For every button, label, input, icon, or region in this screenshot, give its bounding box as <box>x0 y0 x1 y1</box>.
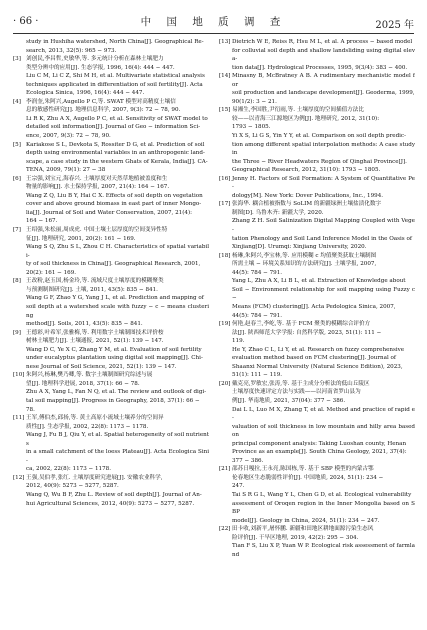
reference-entry <box>13 226 209 277</box>
reference-line: 类型分辨中的应用[J]. 生态学报, 1996, 16(4): 444 − 447. <box>26 64 175 71</box>
reference-line: Wang Z Q, Liu B Y, Hai C X. Effects of soil depth on vegetation <box>26 192 203 199</box>
reference-line: the Three − River Headwaters Region of Qinghai Province[J]. <box>232 158 407 165</box>
reference-line: 2012, 40(9): 5273 − 5277, 5287. <box>26 483 119 490</box>
reference-line: soil production and landscape development[J]. Geoderma, 1999, <box>232 90 415 97</box>
reference-line: in a small catchment of the loess Plateau[J]. Acta Ecologica Sini- <box>26 449 209 464</box>
reference-line: 望[J]. 地理科学进展, 2018, 37(1): 66 − 78. <box>26 380 140 387</box>
reference-number: [4] <box>13 98 21 105</box>
reference-number: [16] <box>219 175 231 182</box>
reference-line: ca, 2002, 22(8): 1173 − 1178. <box>26 466 112 473</box>
reference-line: 王德彩,叶希军,张雅梅,等. 利用数字土壤制图技术评价桉 <box>26 329 164 336</box>
reference-entry <box>13 98 209 141</box>
reference-line: search, 2013, 32(5): 965 − 973. <box>26 47 117 54</box>
reference-line: 所需土壤 − 环境关系知识的方法研究[J]. 土壤学报, 2007, <box>232 261 377 268</box>
reference-line: detailed soil information[J]. Journal of Geo − information Sci- <box>26 124 201 131</box>
reference-line: Yi X S, Li G S, Yin Y Y, et al. Comparison on soil depth predic- <box>232 133 406 140</box>
reference-line: 王绍强,朱松丽,周成虎. 中国土壤土层厚度的空间变异性特 <box>26 227 168 234</box>
reference-entry <box>13 175 209 226</box>
reference-line: 树林土壤肥力[J]. 土壤通报, 2021, 52(1): 139 − 147. <box>26 338 164 345</box>
reference-number: [11] <box>13 415 25 422</box>
reference-line: Dai L L, Luo M X, Zhang T, et al. Method and practice of rapid e- <box>232 406 415 422</box>
reference-line: soil depth at a watershed scale with fuzzy − c − means clustering <box>26 303 209 319</box>
reference-number: [12] <box>13 474 25 481</box>
reference-line: ence, 2007, 9(3): 72 − 78, 90. <box>26 133 111 140</box>
reference-line: 90(1/2): 3 − 21. <box>232 98 277 105</box>
reference-line: tion among different spatial interpolation methods: A case study in <box>232 141 415 157</box>
running-header <box>13 14 414 32</box>
reference-number: [13] <box>219 39 231 45</box>
reference-entry <box>219 38 415 72</box>
reference-line: Tai S R G L, Wang Y L, Chen G D, et al. Ecological vulnerability <box>232 491 412 498</box>
reference-line: 51(1): 111 − 119. <box>232 372 283 379</box>
reference-line: 朱阿兴,杨琳,樊乃卿,等. 数字土壤制图研究综述与展 <box>26 372 153 379</box>
reference-line: 邵苏日嘎拉,王永亮,陈国栋,等. 基于 SBP 模型的内蒙古鄂 <box>232 466 374 473</box>
reference-entry <box>13 38 209 55</box>
reference-line: 制图[D]. 乌鲁木齐: 新疆大学, 2020. <box>232 209 324 216</box>
reference-line: model[J]. Geology in China, 2024, 51(1): 234 − 247. <box>232 517 380 524</box>
reference-line: 例[J]. 华南地质, 2021, 37(04): 377 − 386. <box>232 397 346 404</box>
reference-line: tation Phenology and Soil Land Inference Model in the Oasis of <box>232 235 412 242</box>
reference-line: 20(2): 161 − 169. <box>26 269 77 276</box>
reference-line: scape, a case study in the western Ghats of Kerala, India[J]. CA- <box>26 158 208 165</box>
reference-line: 王军,傅伯杰,邱扬,等. 黄土高原小流域土壤养分的空间异 <box>26 415 164 422</box>
reference-line: Wang J, Fu B J, Qiu Y, et al. Spatial heterogeneity of soil nutrients <box>26 432 209 447</box>
reference-line: Province as an example[J]. South China Geology, 2021, 37(4): <box>232 449 407 456</box>
reference-number: [3] <box>13 56 21 63</box>
reference-line: 伦春地区生态脆弱性评价[J]. 中国地质, 2024, 51(1): 234 − <box>232 474 384 481</box>
journal-title: 中 国 地 质 调 查 <box>140 16 287 28</box>
reference-line: Wang G F, Zhao Y G, Yang J L, et al. Prediction and mapping of <box>26 295 204 302</box>
reference-line: 张海华. 耦合植被指数与 SoLIM 的新疆绿洲土壤盐渍化数字 <box>232 201 382 208</box>
reference-line: 1793 − 1805. <box>232 124 271 131</box>
reference-line: 377 − 386. <box>232 457 264 464</box>
reference-line: 119. <box>232 338 245 345</box>
reference-entry <box>13 371 209 414</box>
reference-number: [14] <box>219 73 231 80</box>
reference-line: for colluvial soil depth and shallow landsliding using digital eleva- <box>232 47 415 63</box>
reference-line: 戴克亮,罗敏宏,张涛,等. 基于主成分分析法的低山丘陵区 <box>232 380 370 387</box>
reference-line: 息的敏感性研究[J]. 地理信息科学, 2007, 9(3): 72 − 78, 90. <box>26 107 181 114</box>
reference-line: 易湘生,李国胜,尹衍雨,等. 土壤厚度的空间插值方法比 <box>232 107 364 114</box>
reference-line: TENA, 2009, 79(1): 27 − 38 <box>26 167 106 174</box>
reference-entry <box>13 414 209 474</box>
reference-number: [7] <box>13 227 21 234</box>
reference-line: Liu C M, Li C Z, Shi M H, et al. Multivariate statistical analysis <box>26 73 205 80</box>
reference-line: Xinjiang[D]. Urumqi: Xinjiang University, 2020. <box>232 244 367 251</box>
reference-line: 247. <box>232 483 245 490</box>
reference-line: method[J]. Soils, 2011, 43(5): 835 − 841. <box>26 321 143 328</box>
reference-line: 较——以青海三江源地区为例[J]. 地理研究, 2012, 31(10): <box>232 115 380 122</box>
reference-entry <box>219 200 415 251</box>
reference-line: 78. <box>26 406 35 413</box>
reference-line: dology[M]. New York: Dover Publications, Inc., 1994. <box>232 192 384 199</box>
reference-line: Means (FCM) clustering[J]. Acta Pedologica Sinica, 2007, <box>232 303 396 310</box>
reference-line: lia[J]. Journal of Soil and Water Conservation, 2007, 21(4): <box>26 209 193 216</box>
reference-line: evaluation method based on FCM clustering[J]. Journal of <box>232 355 396 362</box>
reference-number: [10] <box>13 372 25 379</box>
reference-line: 44(5): 784 − 791. <box>232 312 283 319</box>
reference-line: depth using environmental variables in an anthropogenic land- <box>26 150 205 157</box>
reference-entry <box>219 175 415 201</box>
reference-line: assessment of Oroqen region in the Inner Mongolia based on SBP <box>232 500 415 516</box>
reference-line: Wang Q, Wu B F, Zhu L. Review of soil depth[J]. Journal of An- <box>26 491 202 498</box>
reference-entry <box>13 277 209 328</box>
reference-line: ty of soil thickness in China[J]. Geographical Research, 2001, <box>26 261 201 268</box>
reference-entry <box>219 380 415 465</box>
reference-line: Minasny B, McBratney A B. A rudimentary mechanistic model for <box>232 73 415 88</box>
reference-entry <box>219 320 415 380</box>
reference-line: principal component analysis: Taking Luoshan county, Henan <box>232 440 407 447</box>
reference-line: 王宗强,刘宝元,海春兴. 土壤厚度对天然草地植被盖度和生 <box>26 175 168 182</box>
reference-line: 质性[J]. 生态学报, 2002, 22(8): 1173 − 1178. <box>26 423 149 430</box>
reference-entry <box>13 329 209 372</box>
reference-entry <box>13 141 209 175</box>
references-left-column <box>13 38 209 628</box>
reference-line: Zhu A X, Yang L, Fan N Q, et al. The review and outlook of digi- <box>26 389 207 396</box>
reference-number: [20] <box>219 380 231 387</box>
reference-entry <box>219 252 415 320</box>
reference-line: 李润奎,朱阿兴,Augello P C,等. SWAT 模型对高精度土壤信 <box>26 98 176 105</box>
reference-line: Soil − Environment relationship for soil mapping using Fuzzy c − <box>232 286 415 302</box>
reference-line: Yang L, Zhu A X, Li B L, et al. Extraction of Knowledge about <box>232 278 406 285</box>
reference-line: 物量的影响[J]. 水土保持学报, 2007, 21(4): 164 − 167. <box>26 184 170 191</box>
reference-number: [9] <box>13 329 21 336</box>
reference-number: [17] <box>219 201 231 208</box>
reference-line: 与预测制图研究[J]. 土壤, 2011, 43(5): 835 − 841. <box>26 286 158 293</box>
reference-line: 44(5): 784 − 791. <box>232 269 283 276</box>
reference-entry <box>13 55 209 98</box>
reference-line: He Y, Zhao C L, Li Y, et al. Research on fuzzy comprehensive <box>232 346 405 353</box>
issue-year: 2025 年 <box>375 20 414 31</box>
reference-line: under eucalyptus plantation using digital soil mapping[J]. Chi- <box>26 355 203 362</box>
reference-line: techniques applicated in differentiation of soil fertility[J]. Acta <box>26 81 203 88</box>
references-right-column <box>219 38 415 628</box>
reference-line: tion data[J]. Hydrological Processes, 1995, 9(3/4): 383 − 400. <box>232 64 408 71</box>
reference-number: [8] <box>13 278 21 285</box>
reference-line: valuation of soil thickness in low mountain and hilly area based on <box>232 423 415 439</box>
reference-line: 王改粉,赵玉国,杨金玲,等. 流域尺度土壤厚度的模糊聚类 <box>26 278 164 285</box>
reference-line: 杨琳,朱阿兴,李宝林,等. 应用模糊 c 均值聚类获取土壤制图 <box>232 252 377 259</box>
reference-line: 征[J]. 地理研究, 2001, 20(2): 161 − 169. <box>26 235 136 242</box>
reference-line: Geographical Research, 2012, 31(10): 1793 − 1805. <box>232 167 381 174</box>
header-rule <box>13 33 414 34</box>
reference-line: Wang S Q, Zhu S L, Zhou C H. Characteristics of spatial variabili- <box>26 244 209 259</box>
reference-line: 土壤厚度快速评定方法与实践——以河南省罗山县为 <box>232 389 361 396</box>
reference-line: tal soil mapping[J]. Progress in Geography, 2018, 37(1): 66 − <box>26 397 200 404</box>
reference-number: [18] <box>219 252 231 259</box>
reference-line: Shaanxi Normal University (Natural Science Edition), 2023, <box>232 363 403 370</box>
reference-line: Ecologica Sinica, 1996, 16(4): 444 − 447. <box>26 90 145 97</box>
reference-line: Jenny H. Factors of Soil Formation: A System of Quantitative Pe- <box>232 175 415 191</box>
reference-entry <box>219 72 415 106</box>
reference-line: cover and above ground biomass in east part of inner Mongo- <box>26 201 202 208</box>
reference-entry <box>13 474 209 508</box>
reference-line: 何艳,赵春兰,李屹,等. 基于 FCM 聚类的模糊综合评价方 <box>232 321 371 328</box>
reference-line: Li R K, Zhu A X, Augello P C, et al. Sensitivity of SWAT model to <box>26 115 208 122</box>
reference-number: [22] <box>219 526 231 533</box>
reference-line: 刘创民,李昌哲,史敏华,等. 多元统计分析在森林土壤肥力 <box>26 56 164 63</box>
reference-number: [15] <box>219 107 231 114</box>
reference-line: 险评价[J]. 干旱区地理, 2019, 42(2): 295 − 304. <box>232 534 359 541</box>
reference-entry <box>219 106 415 174</box>
reference-line: hui Agricultural Sciences, 2012, 40(9): 5273 − 5277, 5287. <box>26 500 195 507</box>
reference-entry <box>219 525 415 559</box>
reference-line: Dietrich W E, Reiss R, Hsu M L, et al. A process − based model <box>232 39 413 45</box>
reference-line: study in Hushiha watershed, North China[J]. Geographical Re- <box>26 39 204 45</box>
page-number: · 66 · <box>13 16 39 27</box>
reference-entry <box>219 465 415 525</box>
reference-line: 田卡收,刘新平,屠怀鹏. 新疆和田地区耕地面源污染生态风 <box>232 526 374 533</box>
reference-line: 164 − 167. <box>26 218 58 225</box>
reference-line: 王强,吴伯孝,张红. 土壤厚度研究进展[J]. 安徽农业科学, <box>26 474 163 481</box>
reference-line: Wang D C, Ye X C, Zhang Y M, et al. Evaluation of soil fertility <box>26 346 202 353</box>
reference-line: Tian F S, Liu X P, Yuan W P. Ecological risk assessment of farmland <box>232 543 415 558</box>
reference-line: Kariakose S L, Devkota S, Rossiter D G, et al. Prediction of soil <box>26 141 205 148</box>
reference-number: [5] <box>13 141 21 148</box>
reference-number: [21] <box>219 466 231 473</box>
reference-line: 法[J]. 陕西师范大学学报: 自然科学版, 2023, 51(1): 111 − <box>232 329 382 336</box>
reference-line: nese Journal of Soil Science, 2021, 52(1): 139 − 147. <box>26 363 177 370</box>
reference-number: [19] <box>219 321 231 328</box>
reference-number: [6] <box>13 175 21 182</box>
reference-line: Zhang Z H. Soil Salinization Digital Mapping Coupled with Vege- <box>232 218 415 234</box>
